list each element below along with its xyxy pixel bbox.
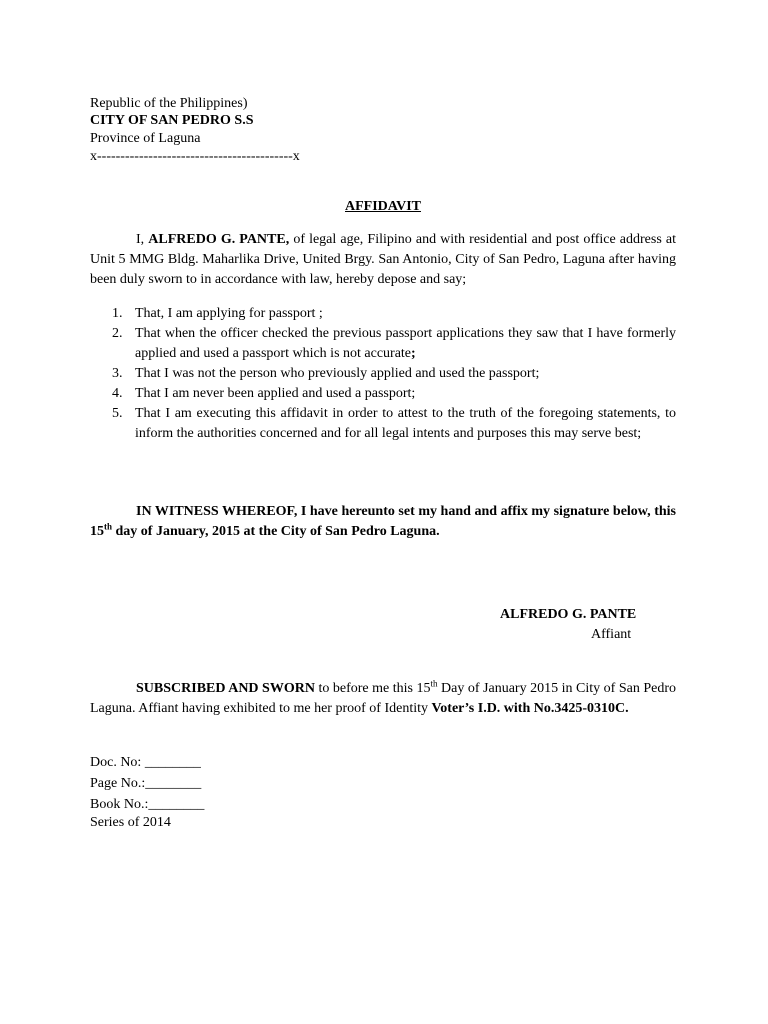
intro-text-rest: of legal age, Filipino and with residential and post office address at Unit 5 MMG Bldg. Maharlika Drive, United Brgy. San Antonio, City of San Pedro, Laguna after having been duly sworn to in accordance with law, hereby depose and say; xyxy=(90,232,676,287)
jurat-ordinal: th xyxy=(430,678,438,689)
jurat-text-middle: Day of January 2015 in City of San Pedro Laguna. Affiant having exhibited to me her proof of Identity xyxy=(90,681,677,716)
jurat-paragraph xyxy=(90,679,676,719)
statements-list xyxy=(90,304,676,444)
list-item xyxy=(90,404,676,444)
header-country: Republic of the Philippines) xyxy=(90,96,248,111)
signature-role: Affiant xyxy=(591,627,632,642)
jurat-id: Voter’s I.D. with No.3425-0310C. xyxy=(431,701,629,716)
series-year: Series of 2014 xyxy=(90,815,171,830)
book-number: Book No.:________ xyxy=(90,797,205,812)
list-number: 3. xyxy=(112,366,123,381)
witness-text-end: day of January, 2015 at the City of San Pedro Laguna. xyxy=(112,524,440,539)
doc-number: Doc. No: ________ xyxy=(90,755,201,770)
witness-text-start: IN WITNESS WHEREOF, I have hereunto set my hand and affix my signature below, this 15 xyxy=(90,504,676,539)
document-title: AFFIDAVIT xyxy=(345,199,421,214)
jurat-text-start: to before me this 15 xyxy=(314,681,431,696)
list-item xyxy=(90,384,676,404)
witness-paragraph xyxy=(90,502,676,542)
header-province: Province of Laguna xyxy=(90,131,201,146)
list-number: 5. xyxy=(112,406,123,421)
jurat-heading: SUBSCRIBED AND SWORN xyxy=(136,681,315,696)
list-text: That I was not the person who previously applied and used the passport; xyxy=(135,366,540,381)
list-item xyxy=(90,324,676,364)
list-text-end: ; xyxy=(411,346,416,361)
list-number: 4. xyxy=(112,386,123,401)
page-number: Page No.:________ xyxy=(90,776,202,791)
intro-paragraph xyxy=(90,230,676,290)
header-separator: x------------------------------------------x xyxy=(90,149,300,164)
list-number: 2. xyxy=(112,326,123,341)
intro-text-start: I, xyxy=(136,232,149,247)
header-city: CITY OF SAN PEDRO S.S xyxy=(90,113,254,128)
list-text: That I am never been applied and used a passport; xyxy=(135,386,416,401)
witness-ordinal: th xyxy=(104,521,113,532)
list-item xyxy=(90,304,676,324)
list-item xyxy=(90,364,676,384)
list-text: That I am executing this affidavit in order to attest to the truth of the foregoing statements, to inform the authorities concerned and for all legal intents and purposes this may serve best; xyxy=(135,406,676,441)
list-text: That, I am applying for passport ; xyxy=(135,306,323,321)
signature-name: ALFREDO G. PANTE xyxy=(500,607,637,622)
list-text: That when the officer checked the previous passport applications they saw that I have formerly applied and used a passport which is not accurate xyxy=(135,326,676,361)
list-number: 1. xyxy=(112,306,123,321)
affiant-name: ALFREDO G. PANTE, xyxy=(148,232,290,247)
